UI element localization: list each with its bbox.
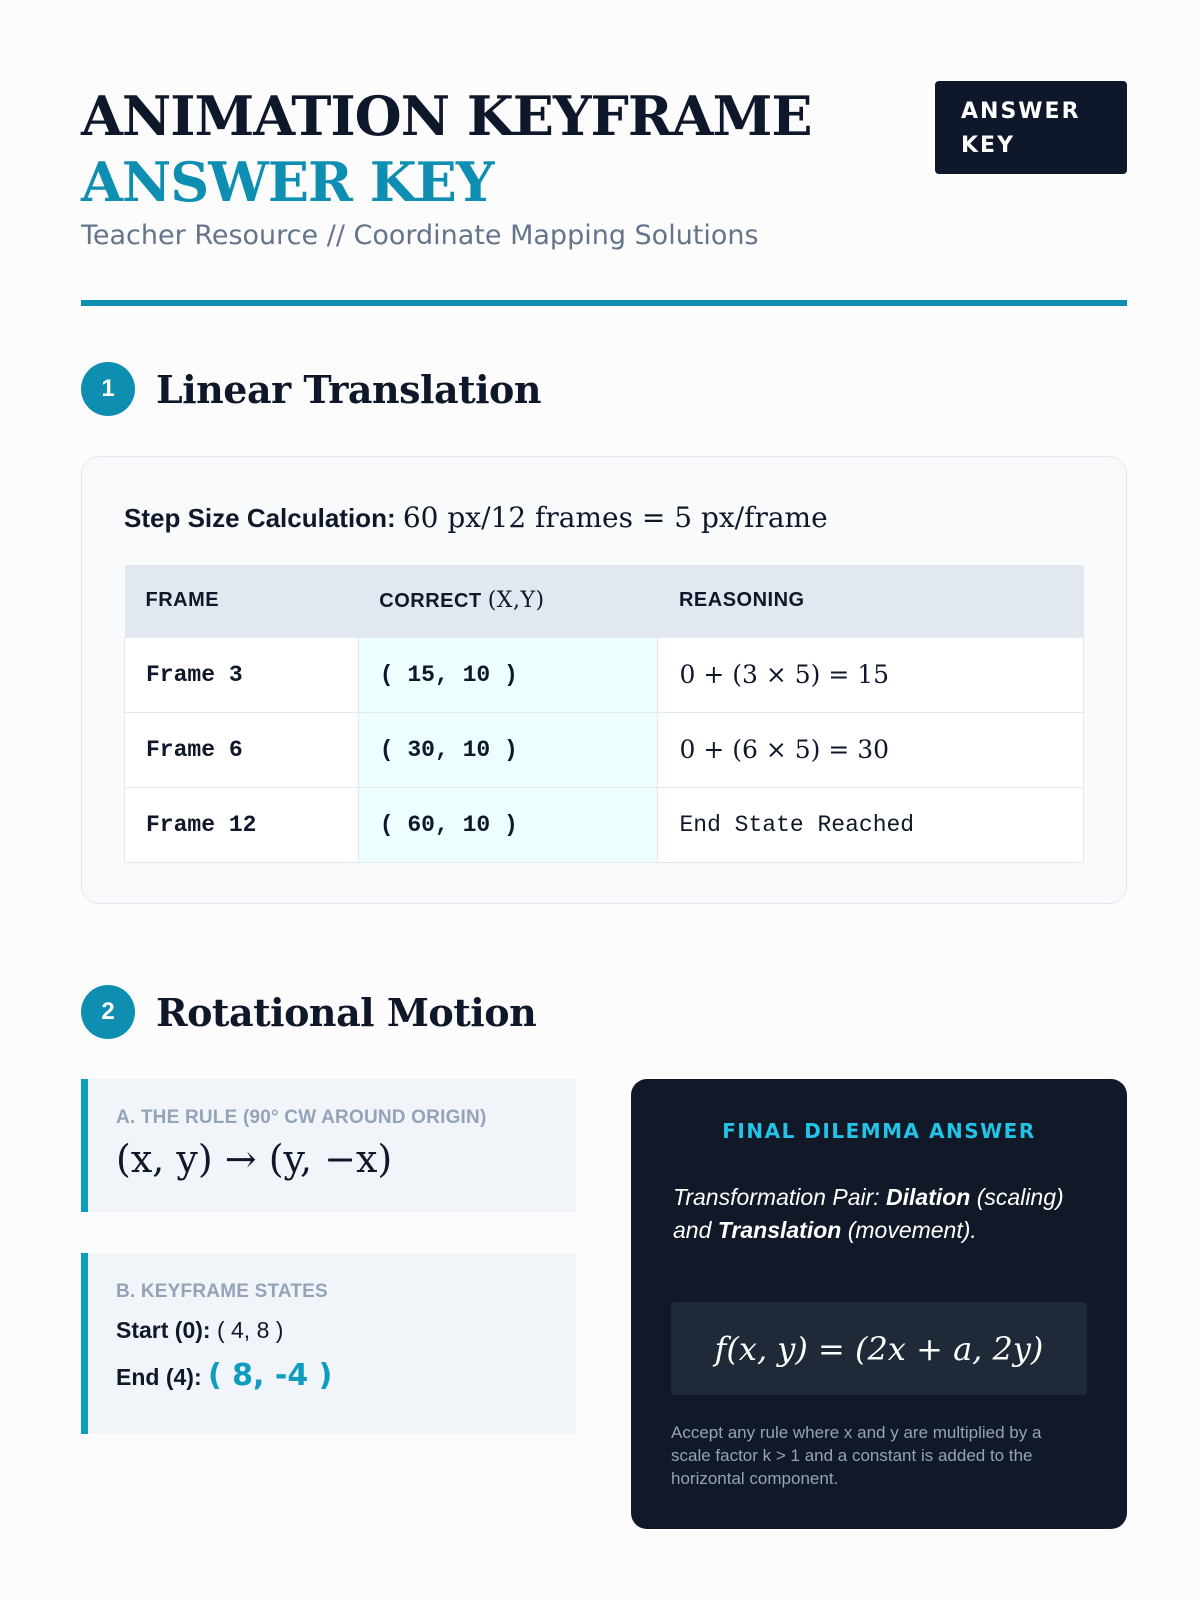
table-row — [125, 787, 1084, 862]
badge-line-2: KEY — [961, 133, 1016, 158]
start-value: ( 4, 8 ) — [216, 1317, 284, 1343]
step-formula: 60 px/12 frames = 5 px/frame — [402, 501, 828, 534]
page-subtitle: Teacher Resource // Coordinate Mapping Solutions — [81, 220, 759, 251]
header-correct — [358, 565, 658, 637]
start-label: Start (0): — [116, 1317, 211, 1343]
header-correct-label: CORRECT — [379, 590, 482, 613]
section-number-badge: 2 — [81, 985, 135, 1039]
final-dilemma-card — [631, 1079, 1127, 1529]
table-row — [125, 637, 1084, 712]
header-divider — [81, 300, 1127, 306]
section-title: Linear Translation — [156, 366, 542, 412]
page-title-accent: ANSWER KEY — [81, 150, 494, 214]
frame-cell: Frame 12 — [125, 787, 359, 862]
final-dilemma-title: FINAL DILEMMA ANSWER — [722, 1119, 1036, 1143]
states-label: B. KEYFRAME STATES — [116, 1281, 328, 1302]
end-state — [116, 1358, 576, 1393]
table-row — [125, 712, 1084, 787]
step-label: Step Size Calculation: — [124, 503, 396, 533]
desc-translation: Translation — [717, 1217, 842, 1243]
coordinate-cell: ( 15, 10 ) — [358, 637, 658, 712]
page-title: ANIMATION KEYFRAME — [81, 84, 812, 148]
badge-line-1: ANSWER — [961, 99, 1081, 124]
desc-middle: (scaling) and — [673, 1184, 1064, 1243]
rotation-rule-formula: (x, y) → (y, −x) — [116, 1137, 393, 1181]
section-1-heading — [81, 362, 541, 416]
desc-suffix: (movement). — [841, 1217, 977, 1243]
reasoning-cell: 0 + (3 × 5) = 15 — [658, 637, 1084, 712]
table-header-row — [125, 565, 1084, 637]
coordinate-cell: ( 60, 10 ) — [358, 787, 658, 862]
header-reasoning: REASONING — [658, 565, 1084, 637]
frame-cell: Frame 3 — [125, 637, 359, 712]
end-label: End (4): — [116, 1364, 202, 1390]
frame-cell: Frame 6 — [125, 712, 359, 787]
final-formula: f(x, y) = (2x + a, 2y) — [671, 1302, 1087, 1395]
rotation-rule-box — [81, 1079, 576, 1212]
step-size-calculation — [124, 501, 828, 534]
desc-dilation: Dilation — [886, 1184, 971, 1210]
coordinate-cell: ( 30, 10 ) — [358, 712, 658, 787]
desc-prefix: Transformation Pair: — [673, 1184, 887, 1210]
linear-translation-card — [81, 456, 1127, 904]
section-number-badge: 1 — [81, 362, 135, 416]
header-correct-math: (X,Y) — [487, 588, 545, 614]
keyframe-table — [124, 565, 1084, 863]
reasoning-cell: End State Reached — [658, 787, 1084, 862]
rule-label: A. THE RULE (90° CW AROUND ORIGIN) — [116, 1107, 487, 1128]
end-value: ( 8, -4 ) — [208, 1358, 333, 1393]
reasoning-cell: 0 + (6 × 5) = 30 — [658, 712, 1084, 787]
keyframe-states-box — [81, 1253, 576, 1434]
section-title: Rotational Motion — [156, 989, 537, 1035]
transformation-pair-text — [673, 1181, 1093, 1247]
header-frame: FRAME — [125, 565, 359, 637]
page-header — [81, 84, 1127, 264]
answer-key-badge — [935, 81, 1127, 174]
grading-note: Accept any rule where x and y are multiplied by a scale factor k > 1 and a constant is added to the horizontal component. — [671, 1423, 1042, 1488]
start-state — [116, 1317, 576, 1344]
section-2-heading — [81, 985, 536, 1039]
